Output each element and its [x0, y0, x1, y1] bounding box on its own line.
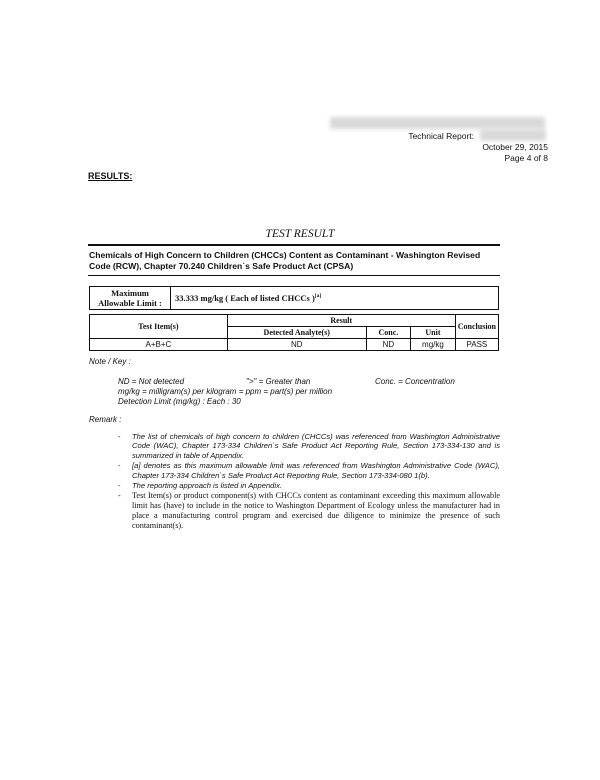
- dash: -: [118, 491, 121, 501]
- results-heading: RESULTS:: [88, 171, 133, 181]
- limit-value-cell: [171, 287, 499, 310]
- section-heading: Chemicals of High Concern to Children (CHCCs) Content as Contaminant - Washington Revised Code (RCW), Chapter 70.240 Children`s Safe Product Act (CPSA): [89, 250, 481, 271]
- remark-list: [118, 432, 500, 532]
- note-greater-than: ">" = Greater than: [246, 377, 311, 386]
- limit-footnote-marker: [a]: [314, 293, 322, 300]
- redacted-report-number: [480, 129, 546, 141]
- list-item: [118, 461, 500, 480]
- page-number: Page 4 of 8: [504, 153, 548, 163]
- heading-top-rule: [88, 244, 500, 246]
- remark-text: [a] denotes as this maximum allowable limit was referenced from Washington Administrative Code (WAC), Chapter 173-334 Children`s Safe Product Act Reporting Rule, Section 173-334-080 1(b).: [132, 461, 500, 480]
- list-item: [118, 432, 500, 460]
- cell-unit: mg/kg: [411, 339, 456, 351]
- list-item: [118, 481, 500, 490]
- report-header: [300, 131, 474, 142]
- remark-text: Test Item(s) or product component(s) with CHCCs content as contaminant exceeding this maximum allowable limit has (have) to include in the notice to Washington Department of Ecology unless the manufacturer had in place a manufacturing control program and exercised due diligence to minimize the presence of such contaminant(s).: [132, 491, 500, 530]
- cell-conclusion: PASS: [455, 339, 498, 351]
- header-test-items: Test Item(s): [90, 315, 228, 339]
- redacted-header-block: [330, 117, 545, 129]
- report-label: Technical Report:: [408, 131, 474, 141]
- limit-table: [89, 286, 499, 310]
- note-mgkg: mg/kg = milligram(s) per kilogram = ppm = part(s) per million: [118, 387, 333, 396]
- note-label: Note / Key :: [89, 357, 131, 366]
- dash: -: [118, 432, 121, 441]
- cell-detected: ND: [227, 339, 366, 351]
- page-title: TEST RESULT: [265, 228, 335, 240]
- header-conclusion: Conclusion: [455, 315, 498, 339]
- result-table: [89, 314, 499, 351]
- table-row: [90, 339, 499, 351]
- dash: -: [118, 481, 121, 491]
- header-detected: Detected Analyte(s): [227, 327, 366, 339]
- header-result: Result: [227, 315, 455, 327]
- cell-conc: ND: [366, 339, 410, 351]
- limit-value: 33.333 mg/kg ( Each of listed CHCCs ): [175, 293, 315, 303]
- header-conc: Conc.: [366, 327, 410, 339]
- cell-test-item: A+B+C: [90, 339, 228, 351]
- limit-label: Maximum Allowable Limit :: [90, 287, 171, 310]
- note-nd: ND = Not detected: [118, 377, 185, 386]
- dash: -: [118, 461, 121, 471]
- report-date: October 29, 2015: [482, 142, 548, 152]
- note-conc: Conc. = Concentration: [375, 377, 455, 386]
- remark-text: The list of chemicals of high concern to children (CHCCs) was referenced from Washington Administrative Code (WAC), Chapter 173-334 Children`s Safe Product Act Reporting Rule, Section 173-334-130 and is summarized in table of Appendix.: [132, 432, 500, 460]
- remark-text: The reporting approach is listed in Appendix.: [132, 481, 282, 491]
- list-item: [118, 491, 500, 530]
- heading-bottom-rule: [88, 275, 500, 276]
- remark-label: Remark :: [89, 415, 122, 424]
- note-detection-limit: Detection Limit (mg/kg) : Each : 30: [118, 397, 241, 406]
- header-unit: Unit: [411, 327, 456, 339]
